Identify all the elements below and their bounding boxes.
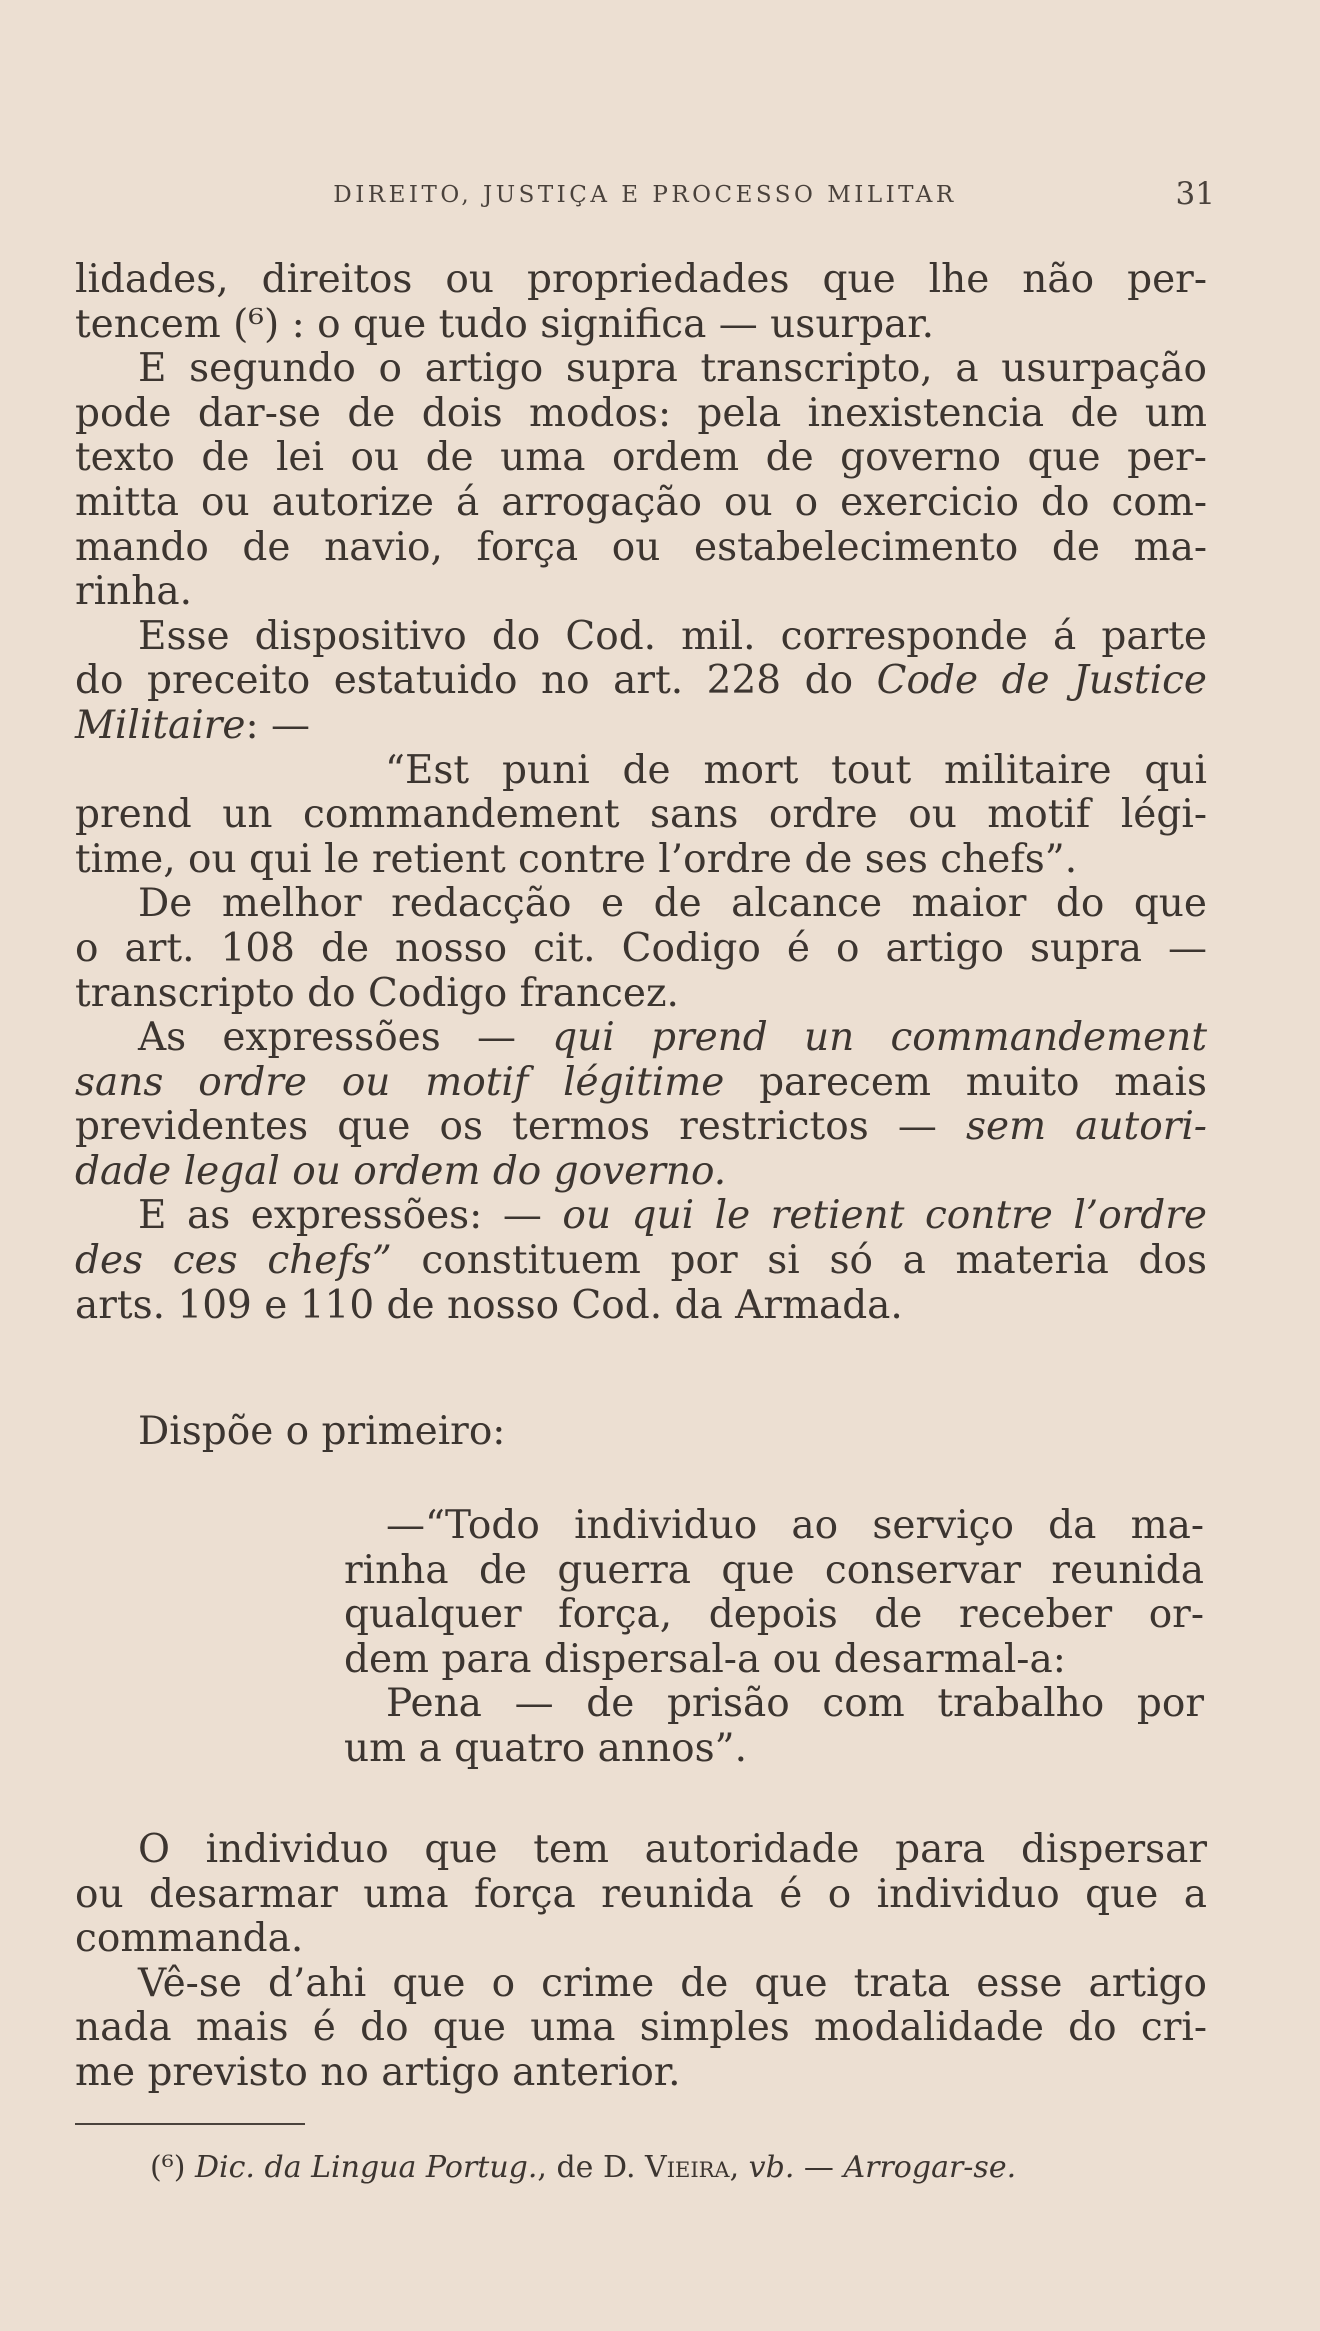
paragraph-retient (75, 1194, 1207, 1328)
text-line: texto de lei ou de uma ordem de governo que per- (75, 435, 1207, 481)
footnote-entry-abbr: vb. (748, 2150, 795, 2185)
text-line (75, 659, 1207, 704)
text-span: E as expressões: — (138, 1193, 563, 1239)
text-span: As expressões — (138, 1015, 553, 1061)
italic-span: dade legal ou ordem do governo. (75, 1148, 727, 1194)
text-line: dem para dispersal-a ou desarmal-a: (344, 1636, 1066, 1682)
running-title: DIREITO, JUSTIÇA E PROCESSO MILITAR (333, 182, 957, 208)
text-span: parecem muito mais (724, 1059, 1207, 1105)
footnote-comma: , (729, 2150, 749, 2185)
text-line: tencem (⁶) : o que tudo significa — usurpar. (75, 301, 935, 347)
italic-span: ou qui le retient contre l’ordre (562, 1193, 1207, 1239)
text-line: mando de navio, força ou estabelecimento de ma- (75, 524, 1207, 570)
paragraph-lidades (75, 258, 1207, 347)
paragraph-individuo (75, 1828, 1207, 1962)
body-text-top (75, 258, 1207, 1328)
text-line: lidades, direitos ou propriedades que lhe não per- (75, 257, 1207, 302)
page-number: 31 (1175, 176, 1215, 212)
text-line: Pena — de prisão com trabalho por (386, 1681, 1204, 1727)
footnote (150, 2148, 1210, 2188)
text-line: prend un commandement sans ordre ou motif légi- (75, 792, 1207, 838)
text-line: time, ou qui le retient contre l’ordre de ses chefs”. (75, 836, 1078, 882)
text-line: commanda. (75, 1916, 304, 1962)
dispoe-line (75, 1410, 1207, 1455)
italic-span: sem autori- (965, 1104, 1207, 1150)
paragraph-expressoes (75, 1016, 1207, 1194)
text-line: arts. 109 e 110 de nosso Cod. da Armada. (75, 1282, 903, 1328)
text-line (75, 1061, 1207, 1106)
text-line: mitta ou autorize á arrogação ou o exercicio do com- (75, 479, 1207, 525)
italic-span: Militaire (75, 702, 246, 748)
text-line: Dispõe o primeiro: (138, 1409, 506, 1454)
text-line: transcripto do Codigo francez. (75, 970, 679, 1016)
text-line: —“Todo individuo ao serviço da ma- (386, 1503, 1204, 1548)
paragraph-redaccao (75, 882, 1207, 1016)
text-span: constituem por si só a materia dos (391, 1238, 1208, 1284)
text-line (75, 1016, 1207, 1061)
paragraph-usurpacao (75, 347, 1207, 615)
text-span: previdentes que os termos restrictos — (75, 1104, 966, 1150)
body-text-bottom (75, 1828, 1207, 2096)
paragraph-french-quote (75, 749, 1207, 883)
footnote-marker: (⁶) (150, 2150, 186, 2185)
footnote-connector: , de D. (537, 2150, 646, 2185)
footnote-dash: — (794, 2150, 844, 2185)
italic-span: qui prend un commandement (552, 1015, 1207, 1061)
text-span: : — (245, 702, 311, 748)
text-line: De melhor redacção e de alcance maior do que (138, 881, 1207, 927)
footnote-source-title: Dic. da Lingua Portug. (194, 2150, 538, 2185)
text-line: o art. 108 de nosso cit. Codigo é o artigo supra — (75, 925, 1207, 971)
text-line: ou desarmar uma força reunida é o individuo que a (75, 1871, 1207, 1917)
italic-span: sans ordre ou motif légitime (75, 1059, 725, 1105)
text-line: rinha. (75, 569, 192, 615)
text-line (75, 1150, 1207, 1195)
text-line: rinha de guerra que conservar reunida (344, 1547, 1204, 1593)
text-line: um a quatro annos”. (344, 1725, 747, 1771)
footnote-headword: Arrogar-se. (843, 2150, 1017, 2185)
text-line: Vê-se d’ahi que o crime de que trata esse artigo (138, 1960, 1207, 2006)
text-line: nada mais é do que uma simples modalidade do cri- (75, 2005, 1207, 2051)
italic-span: des ces chefs” (75, 1238, 392, 1284)
footnote-rule (75, 2123, 305, 2125)
text-line: pode dar-se de dois modos: pela inexistencia de um (75, 390, 1207, 436)
text-line (75, 1239, 1207, 1284)
text-span: do preceito estatuido no art. 228 do (75, 658, 877, 704)
block-quote (344, 1504, 1204, 1772)
text-line: qualquer força, depois de receber or- (344, 1592, 1204, 1638)
text-line: Esse dispositivo do Cod. mil. corresponde á parte (138, 613, 1207, 659)
paragraph-dispositivo (75, 615, 1207, 749)
text-line (75, 1194, 1207, 1239)
italic-span: Code de Justice (876, 658, 1207, 704)
paragraph-modalidade (75, 1962, 1207, 2096)
text-line: O individuo que tem autoridade para dispersar (138, 1827, 1207, 1872)
text-line: “Est puni de mort tout militaire qui (385, 747, 1207, 793)
text-line (75, 704, 1207, 749)
text-line: E segundo o artigo supra transcripto, a usurpação (138, 346, 1207, 392)
text-line: me previsto no artigo anterior. (75, 2049, 681, 2095)
footnote-author: Vieira (645, 2150, 730, 2185)
text-line (75, 1105, 1207, 1150)
running-header (75, 176, 1215, 216)
